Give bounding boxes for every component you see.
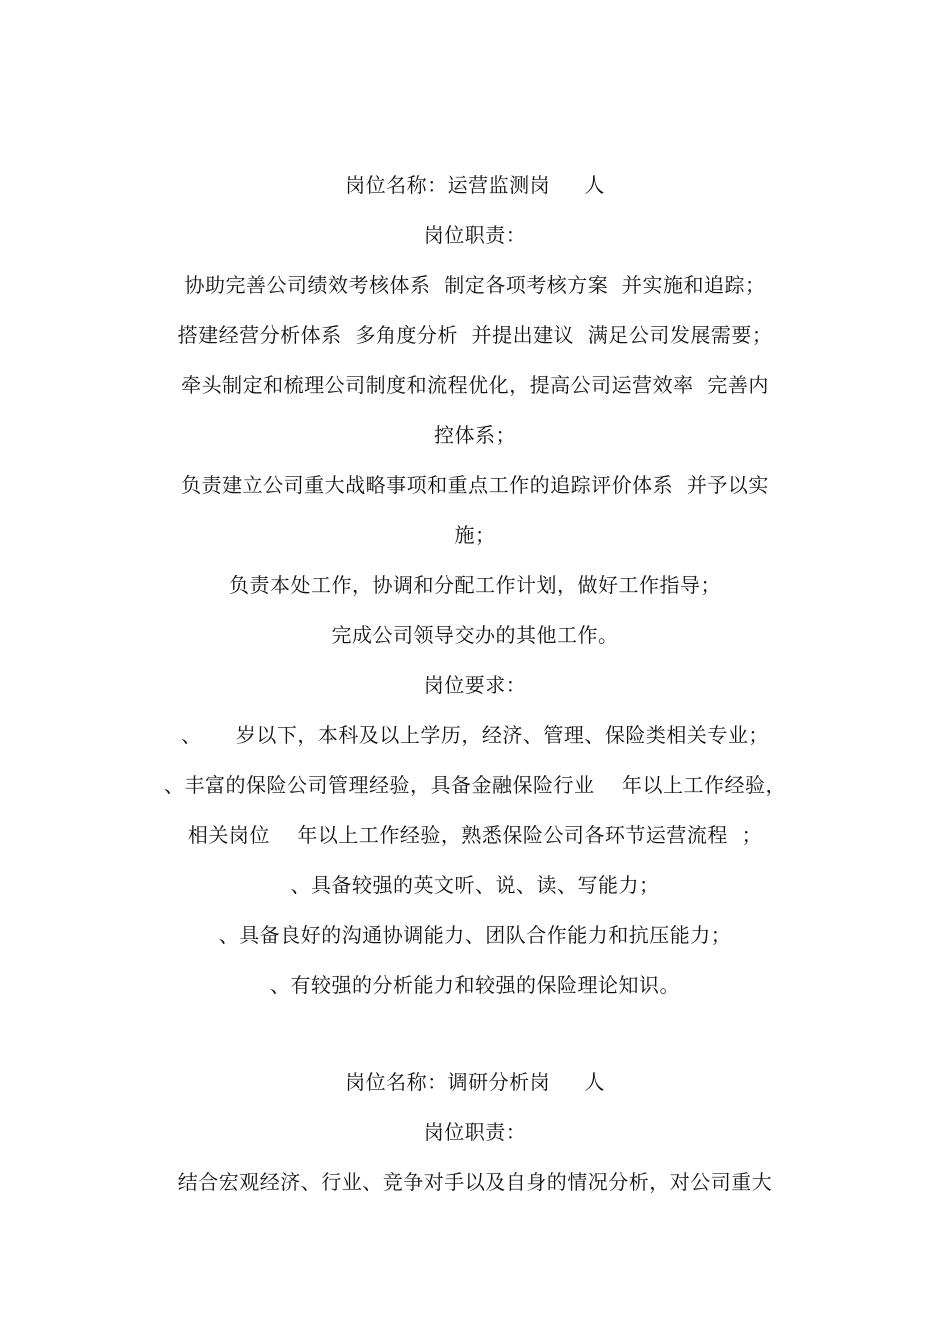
requirements-heading-1: 岗位要求：: [423, 673, 527, 697]
duties-heading-1: 岗位职责：: [423, 223, 527, 247]
requirement-item: 、具备良好的沟通协调能力、团队合作能力和抗压能力；: [218, 923, 732, 947]
duty-item: 完成公司领导交办的其他工作。: [331, 623, 619, 647]
duty-item-continued: 施；: [454, 523, 496, 547]
duty-item: 搭建经营分析体系 多角度分析 并提出建议 满足公司发展需要；: [177, 323, 773, 347]
duty-item-continued: 控体系；: [434, 423, 516, 447]
duties-heading-2: 岗位职责：: [423, 1120, 527, 1144]
requirement-item: 、有较强的分析能力和较强的保险理论知识。: [270, 973, 680, 997]
duty-item: 负责建立公司重大战略事项和重点工作的追踪评价体系 并予以实: [181, 473, 769, 497]
requirement-item: 、具备较强的英文听、说、读、写能力；: [290, 873, 660, 897]
job-title-2: 岗位名称：调研分析岗 人: [345, 1070, 605, 1094]
duty-item: 负责本处工作，协调和分配工作计划，做好工作指导；: [229, 573, 721, 597]
requirement-item-continued: 相关岗位 年以上工作经验，熟悉保险公司各环节运营流程 ；: [187, 823, 763, 847]
requirement-item: 、 岁以下，本科及以上学历，经济、管理、保险类相关专业；: [181, 723, 769, 747]
duty-item: 结合宏观经济、行业、竞争对手以及自身的情况分析，对公司重大: [177, 1170, 773, 1194]
requirement-item: 、丰富的保险公司管理经验，具备金融保险行业 年以上工作经验，: [164, 773, 786, 797]
job-title-1: 岗位名称：运营监测岗 人: [345, 173, 605, 197]
duty-item: 协助完善公司绩效考核体系 制定各项考核方案 并实施和追踪；: [184, 273, 766, 297]
duty-item: 牵头制定和梳理公司制度和流程优化，提高公司运营效率 完善内: [181, 373, 769, 397]
